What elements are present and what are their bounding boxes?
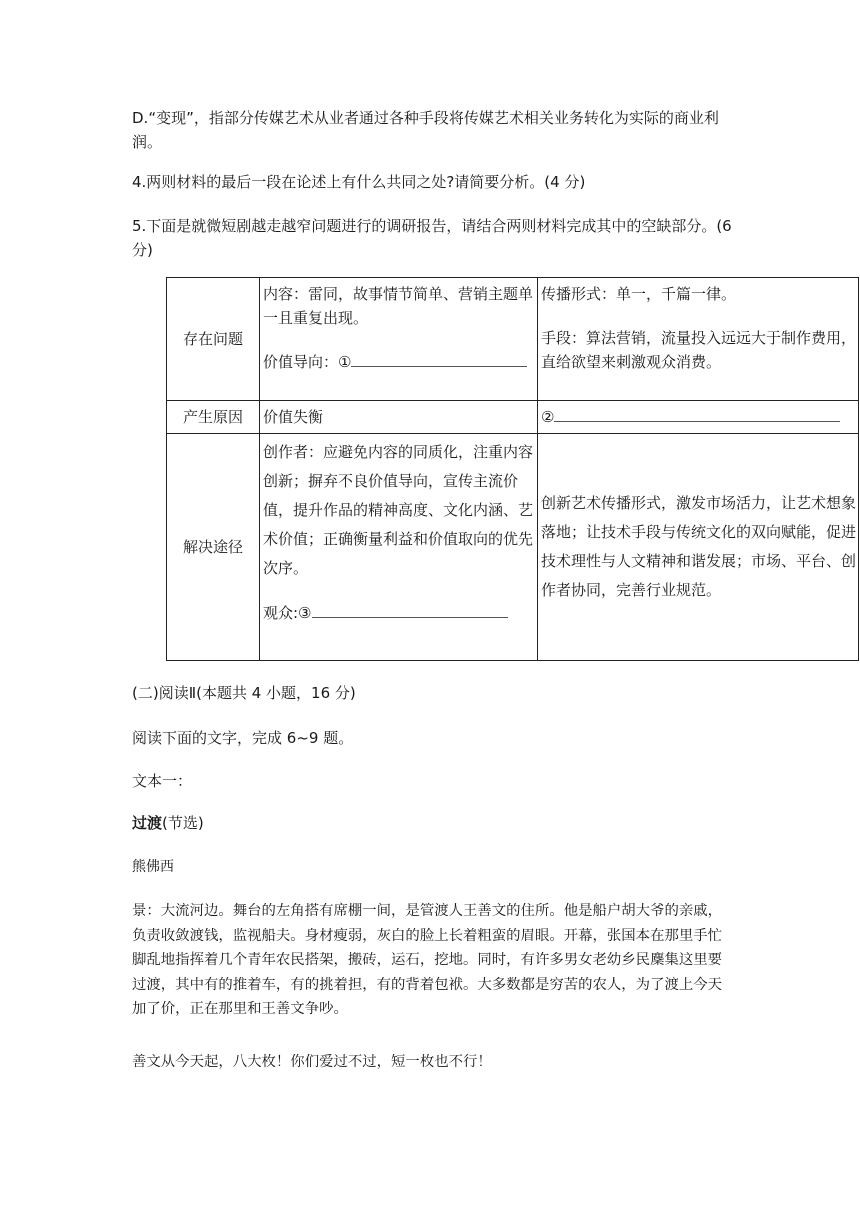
story-title-main: 过渡	[132, 814, 163, 832]
problems-content-cell	[260, 278, 538, 401]
cause-cell-1: 价值失衡	[260, 401, 538, 434]
question-4: 4.两则材料的最后一段在论述上有什么共同之处?请简要分析。(4 分)	[132, 173, 586, 191]
table-row-causes	[167, 401, 859, 434]
spread-form-text: 传播形式：单一，千篇一律。	[541, 285, 737, 303]
survey-report-table	[166, 277, 859, 661]
value-orientation-label: 价值导向：①	[263, 353, 352, 371]
value-orientation-line	[263, 350, 535, 374]
row-header-problems: 存在问题	[167, 278, 260, 401]
content-problem-text: 内容：雷同，故事情节简单、营销主题单一且重复出现。	[263, 285, 534, 327]
text-one-label: 文本一：	[132, 772, 193, 790]
question-5: 5.下面是就微短剧越走越窄问题进行的调研报告，请结合两则材料完成其中的空缺部分。(6 分)	[132, 217, 732, 259]
blank-1	[351, 351, 527, 367]
row-header-causes: 产生原因	[167, 401, 260, 434]
dialogue-line: 善文从今天起，八大枚！你们爱过不过，短一枚也不行！	[132, 1054, 492, 1070]
blank-3	[312, 602, 508, 618]
story-title	[132, 811, 732, 835]
cause-blank-label: ②	[541, 408, 555, 426]
section-2-title: (二)阅读Ⅱ(本题共 4 小题，16 分)	[132, 684, 356, 702]
author: 熊佛西	[132, 859, 174, 875]
solutions-spread-cell	[538, 434, 859, 661]
audience-label: 观众:③	[263, 604, 312, 622]
table-row-problems	[167, 278, 859, 401]
section-2-instruction: 阅读下面的文字，完成 6~9 题。	[132, 729, 354, 747]
solutions-creator-cell	[260, 434, 538, 661]
cause-cell-2	[538, 401, 859, 434]
spread-solution-text: 创新艺术传播形式，激发市场活力，让艺术想象落地；让技术手段与传统文化的双向赋能，促进技术理性与人文精神和谐发展；市场、平台、创作者协同，完善行业规范。	[541, 494, 857, 599]
problems-spread-cell	[538, 278, 859, 401]
scene-description: 景：大流河边。舞台的左角搭有席棚一间，是管渡人王善文的住所。他是船户胡大爷的亲戚，负责收敛渡钱，监视船夫。身材瘦弱，灰白的脸上长着粗蛮的眉眼。开幕，张国本在那里手忙脚乱地指挥着几个青年农民搭架，搬砖，运石，挖地。同时，有许多男女老幼乡民麇集这里要过渡，其中有的推着车，有的挑着担，有的背着包袱。大多数都是穷苦的农人，为了渡上今天加了价，正在那里和王善文争吵。	[132, 903, 723, 1017]
story-title-note: (节选)	[162, 814, 204, 832]
table-row-solutions	[167, 434, 859, 661]
option-d-note: D.“变现”，指部分传媒艺术从业者通过各种手段将传媒艺术相关业务转化为实际的商业利润。	[132, 109, 719, 151]
blank-2	[554, 406, 840, 422]
means-text: 手段：算法营销，流量投入远远大于制作费用，直给欲望来刺激观众消费。	[541, 329, 857, 371]
creator-solution-text: 创作者：应避免内容的同质化，注重内容创新；摒弃不良价值导向，宣传主流价值，提升作品的精神高度、文化内涵、艺术价值；正确衡量利益和价值取向的优先次序。	[263, 443, 534, 577]
row-header-solutions: 解决途径	[167, 434, 260, 661]
audience-line	[263, 601, 535, 625]
